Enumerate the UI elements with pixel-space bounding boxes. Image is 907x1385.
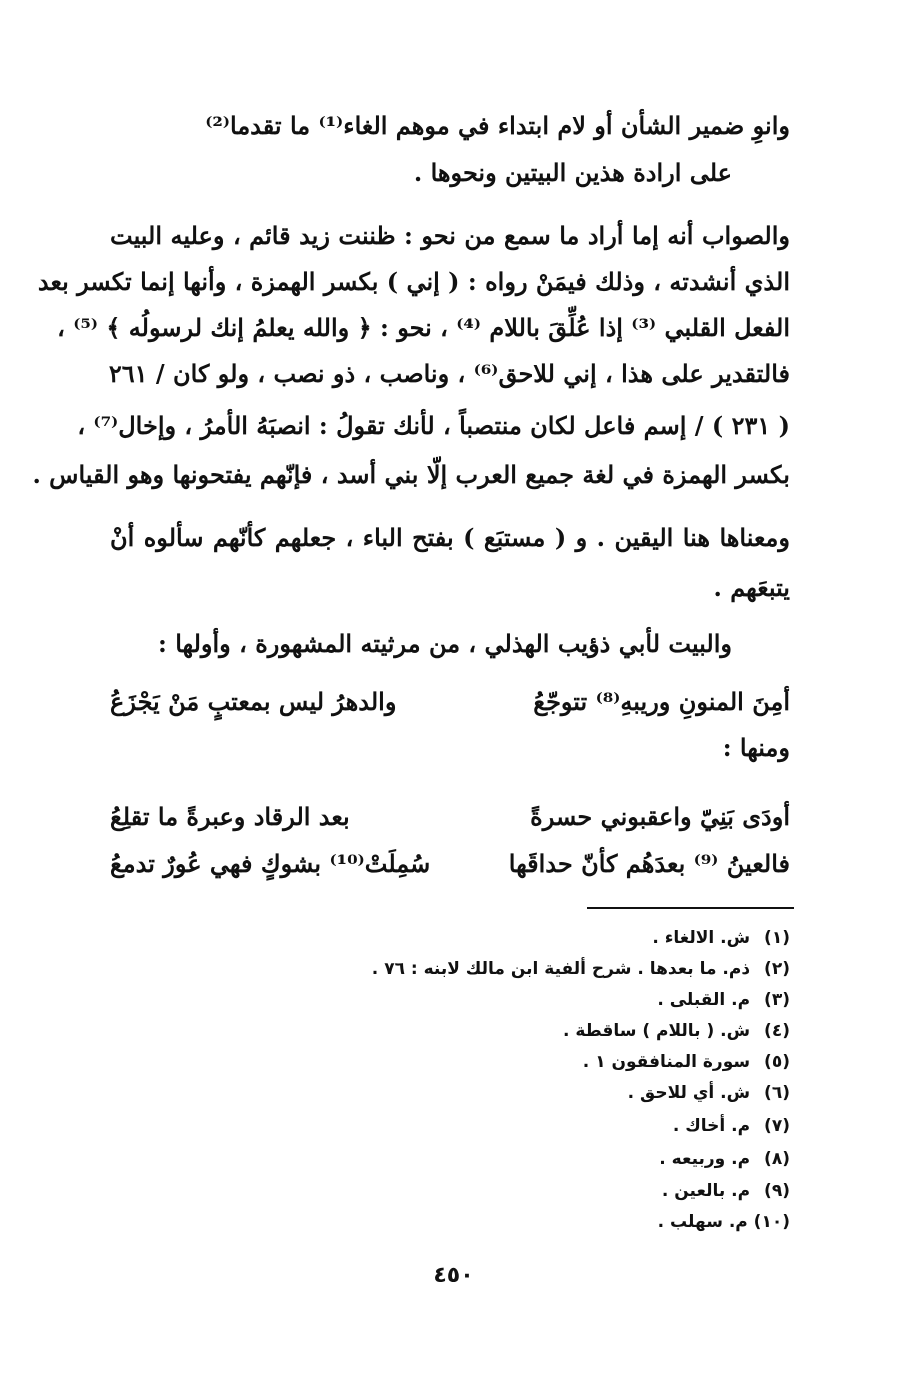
- footnote-number: (٥): [764, 1052, 790, 1072]
- minha-label: ومنها :: [722, 733, 790, 762]
- verse-1: [110, 684, 790, 720]
- footnote-number: (٨): [764, 1149, 790, 1169]
- footnote-number: (١٠): [753, 1212, 790, 1232]
- body-line-5: الفعل القلبي ⁽³⁾ إذا عُلِّقَ باللام ⁽⁴⁾ ، نحو : ﴿ والله يعلمُ إنك لرسولُه ﴾ ⁽⁵⁾ ،: [57, 313, 790, 342]
- footnote-number: (١): [764, 928, 790, 948]
- footnote-6: [190, 1081, 790, 1105]
- body-line-9: ومعناها هنا اليقين . و ( مستبَع ) بفتح الباء ، جعلهم كأنّهم سألوه أنْ: [110, 523, 790, 552]
- body-line-11: والبيت لأبي ذؤيب الهذلي ، من مرثيته المشهورة ، وأولها :: [158, 629, 732, 658]
- body-line-2: على ارادة هذين البيتين ونحوها .: [413, 158, 732, 187]
- verse-2: [110, 799, 790, 835]
- page-number: ٤٥٠: [433, 1263, 474, 1288]
- verse-2-second-hemistich: بعد الرقاد وعبرةً ما تقلِعُ: [110, 802, 350, 831]
- footnote-10: [190, 1210, 790, 1234]
- footnote-divider: [587, 907, 794, 909]
- footnote-number: (٧): [764, 1116, 790, 1136]
- verse-3: [110, 846, 790, 882]
- footnote-2: [190, 957, 790, 981]
- footnote-text: ش. أي للاحق .: [627, 1083, 751, 1103]
- footnote-text: ش. ( باللام ) ساقطة .: [562, 1021, 751, 1041]
- footnote-text: م. أخاك .: [672, 1116, 751, 1136]
- body-line-10: يتبعَهم .: [713, 573, 790, 602]
- body-line-1: وانوِ ضمير الشأن أو لام ابتداء في موهم الغاء⁽¹⁾ ما تقدما⁽²⁾: [205, 111, 790, 140]
- footnote-7: [190, 1114, 790, 1138]
- verse-1-second-hemistich: والدهرُ ليس بمعتبٍ مَنْ يَجْزَعُ: [110, 687, 397, 716]
- footnote-text: م. سهلب .: [657, 1212, 748, 1232]
- body-line-3: والصواب أنه إما أراد ما سمع من نحو : ظننت زيد قائم ، وعليه البيت: [110, 221, 790, 250]
- footnote-text: م. القبلى .: [657, 990, 751, 1010]
- verse-2-first-hemistich: أودَى بَنِيّ واعقبوني حسرةً: [530, 802, 790, 831]
- footnote-number: (٤): [764, 1021, 790, 1041]
- footnote-number: (٩): [764, 1181, 790, 1201]
- body-line-7: ( ٢٣١ ) / إسم فاعل لكان منتصباً ، لأنك تقولُ : انصبَهُ الأمرُ ، وإخال⁽⁷⁾ ،: [77, 411, 790, 440]
- body-line-4: الذي أنشدته ، وذلك فيمَنْ رواه : ( إني ) بكسر الهمزة ، وأنها إنما تكسر بعد: [37, 267, 790, 296]
- verse-1-first-hemistich: أمِنَ المنونِ وريبهِ⁽⁸⁾ تتوجّعُ: [533, 687, 790, 716]
- footnote-3: [190, 988, 790, 1012]
- footnote-text: م. بالعين .: [661, 1181, 751, 1201]
- footnote-1: [190, 926, 790, 950]
- verse-3-first-hemistich: فالعينُ ⁽⁹⁾ بعدَهُم كأنّ حداقَها: [508, 849, 790, 878]
- footnote-number: (٣): [764, 990, 790, 1010]
- footnote-number: (٦): [764, 1083, 790, 1103]
- body-line-8: بكسر الهمزة في لغة جميع العرب إلّا بني أسد ، فإنّهم يفتحونها وهو القياس .: [32, 460, 790, 489]
- footnote-text: ذم. ما بعدها . شرح ألفية ابن مالك لابنه : ٧٦ .: [371, 959, 751, 979]
- footnote-number: (٢): [764, 959, 790, 979]
- body-line-6: فالتقدير على هذا ، إني للاحق⁽⁶⁾ ، وناصب ، ذو نصب ، ولو كان / ٢٦١: [108, 359, 790, 388]
- footnote-8: [190, 1147, 790, 1171]
- footnote-text: سورة المنافقون ١ .: [582, 1052, 751, 1072]
- footnote-text: ش. الالغاء .: [652, 928, 751, 948]
- footnote-9: [190, 1179, 790, 1203]
- footnote-5: [190, 1050, 790, 1074]
- verse-3-second-hemistich: سُمِلَتْ⁽¹⁰⁾ بشوكٍ فهي عُورٌ تدمعُ: [110, 849, 431, 878]
- footnote-4: [190, 1019, 790, 1043]
- footnote-text: م. وربيعه .: [659, 1149, 751, 1169]
